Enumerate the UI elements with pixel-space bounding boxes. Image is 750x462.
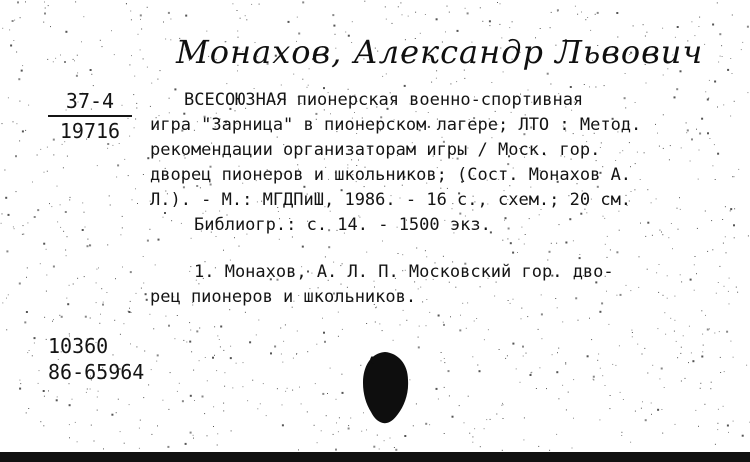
inventory-number: 86-65964 (48, 360, 145, 384)
entry-line: рекомендации организаторам игры / Моск. гор. (150, 140, 601, 160)
punch-hole-icon (358, 350, 412, 426)
shelf-mark-bottom: 19716 (59, 119, 121, 143)
entry-line: Л.). - М.: МГДПиШ, 1986. - 16 с., схем.; 20 см. (150, 190, 632, 210)
shelf-mark (44, 88, 136, 143)
shelf-mark-top: 37-4 (65, 89, 115, 113)
tracing-line: 1. Монахов, А. Л. П. Московский гор. дво- (194, 262, 614, 282)
tracing-line: рец пионеров и школьников. (150, 287, 417, 307)
card-bottom-edge (0, 452, 750, 462)
entry-line: Библиогр.: с. 14. - 1500 экз. (194, 215, 491, 235)
tracings (150, 260, 742, 310)
inventory-numbers (48, 333, 144, 385)
entry-line: игра "Зарница" в пионерском лагере; ЛТО : Метод. (150, 115, 642, 135)
catalog-entry (150, 88, 742, 238)
entry-line: дворец пионеров и школьников; (Сост. Монахов А. (150, 165, 632, 185)
shelf-mark-divider (48, 115, 132, 117)
entry-line: ВСЕСОЮЗНАЯ пионерская военно-спортивная (184, 90, 584, 110)
handwritten-author-heading: Монахов, Александр Львович (176, 33, 704, 71)
inventory-number: 10360 (48, 334, 109, 358)
